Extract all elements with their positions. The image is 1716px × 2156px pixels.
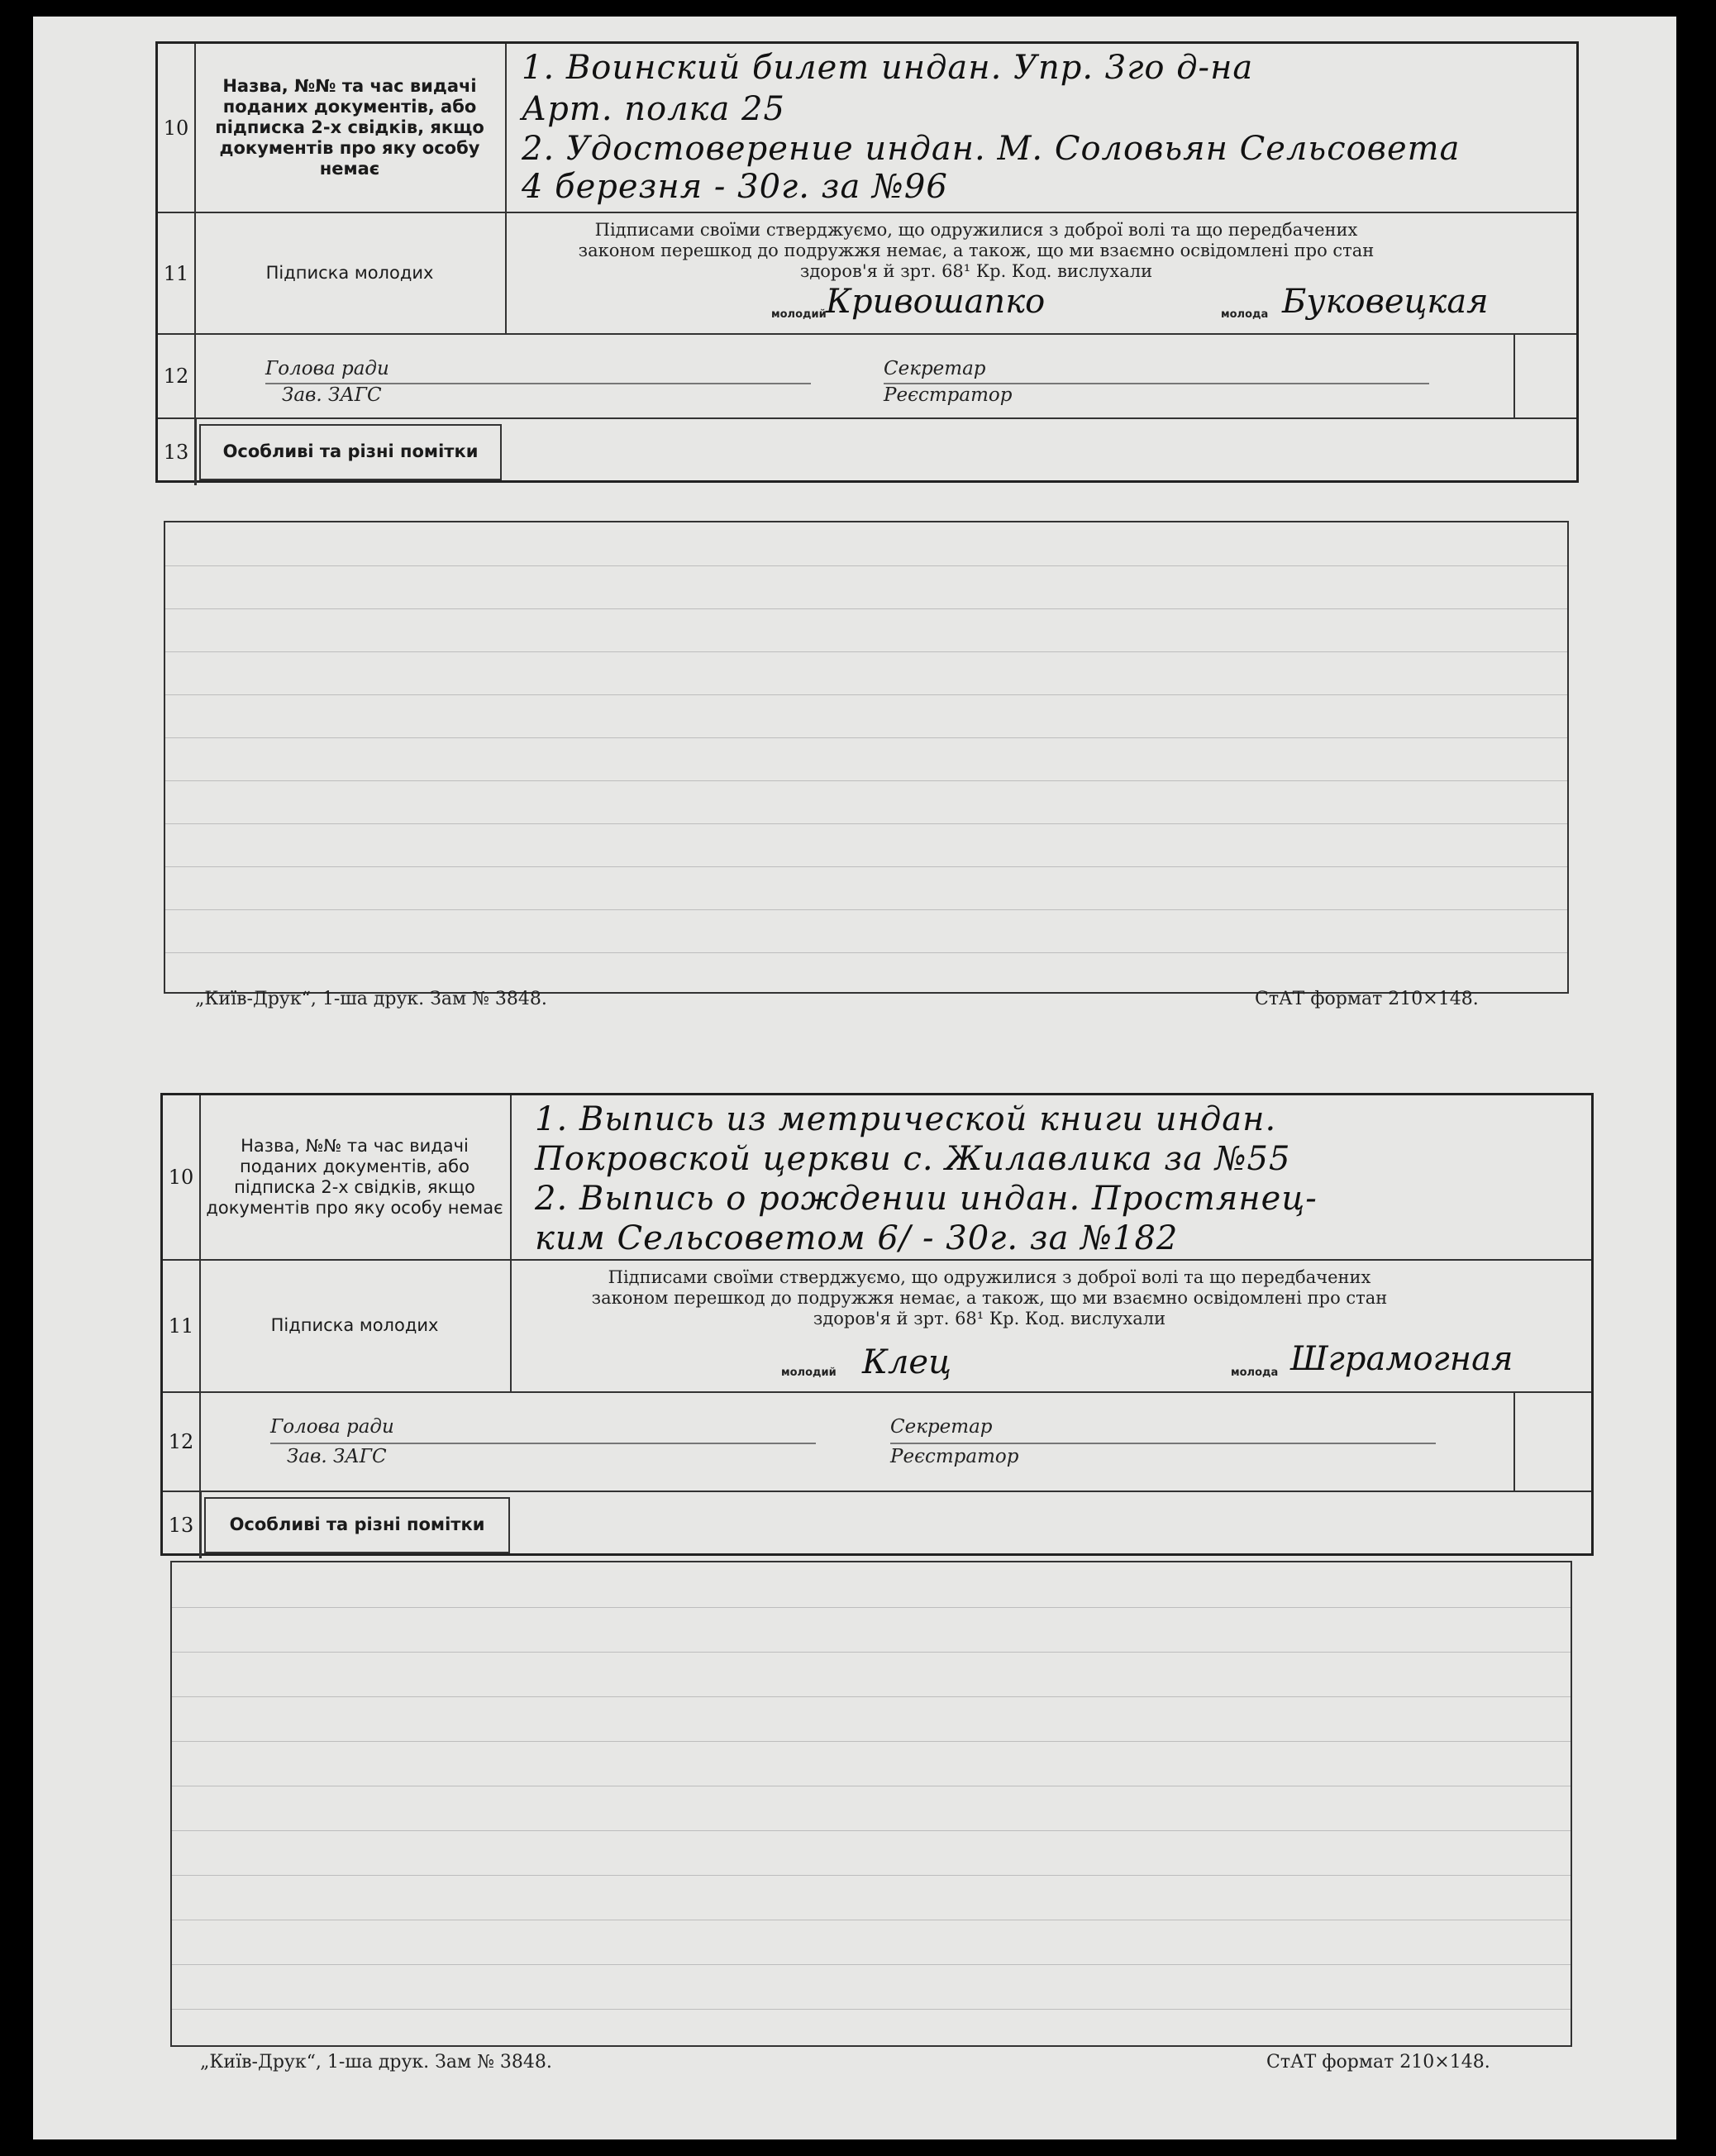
head-label: Голова ради bbox=[265, 358, 389, 379]
footer-format: СтАТ формат 210×148. bbox=[1255, 989, 1479, 1009]
row-label: Назва, №№ та час видачі поданих документів, або підписка 2-х свідків, якщо документів про яку особу немає bbox=[194, 44, 507, 212]
handwritten-line: Арт. полка 25 bbox=[522, 90, 785, 128]
handwritten-line: 2. Выпись о рождении индан. Простянец- bbox=[535, 1180, 1318, 1218]
bride-label: молода bbox=[1221, 308, 1269, 321]
oath-text: Підписами своїми стверджуємо, що одружилися з доброї волі та що передбачених законом перешкод до подружжя немає, а також, що ми взаємно освідомлені про стан здоров'я й зрт. 68¹ Кр. Код. вислухали bbox=[578, 220, 1375, 281]
row-11 bbox=[158, 213, 1576, 335]
footer-printer: „Київ-Друк“, 1-ша друк. Зам № 3848. bbox=[195, 989, 547, 1009]
row-right-border bbox=[1513, 335, 1515, 419]
bride-label: молода bbox=[1231, 1367, 1279, 1379]
handwritten-line: ким Сельсоветом 6/ - 30г. за №182 bbox=[535, 1219, 1179, 1257]
ruled-line bbox=[172, 1741, 1571, 1742]
row-number: 11 bbox=[158, 213, 196, 333]
handwritten-line: 4 березня - 30г. за №96 bbox=[522, 168, 948, 206]
secretary-sub: Реєстратор bbox=[884, 384, 1013, 406]
ruled-line bbox=[165, 952, 1567, 953]
bride-signature: Буковецкая bbox=[1282, 283, 1489, 321]
footer-printer: „Київ-Друк“, 1-ша друк. Зам № 3848. bbox=[200, 2052, 552, 2073]
ruled-line bbox=[165, 565, 1567, 566]
row-number: 10 bbox=[158, 44, 196, 212]
ruled-line bbox=[165, 909, 1567, 910]
bottom-notes-area bbox=[170, 1561, 1572, 2047]
groom-label: молодий bbox=[781, 1367, 837, 1379]
head-sub: Зав. ЗАГС bbox=[287, 1446, 387, 1467]
secretary-label: Секретар bbox=[890, 1416, 993, 1438]
row-label: Особливі та різні помітки bbox=[199, 424, 502, 480]
row-13 bbox=[158, 419, 1576, 485]
row-number: 12 bbox=[158, 335, 196, 417]
row-11 bbox=[163, 1261, 1591, 1393]
document-sheet bbox=[33, 17, 1676, 2139]
ruled-line bbox=[165, 608, 1567, 609]
bottom-form bbox=[160, 1093, 1594, 1556]
row-label: Підписка молодих bbox=[194, 213, 507, 333]
ruled-line bbox=[165, 780, 1567, 781]
ruled-line bbox=[172, 1830, 1571, 1831]
ruled-line bbox=[172, 1607, 1571, 1608]
row-right-border bbox=[1513, 1393, 1515, 1492]
handwritten-line: 1. Воинский билет индан. Упр. 3го д-на bbox=[522, 49, 1254, 87]
ruled-line bbox=[172, 2009, 1571, 2010]
ruled-line bbox=[165, 651, 1567, 652]
row-label: Підписка молодих bbox=[199, 1261, 512, 1391]
ruled-line bbox=[165, 737, 1567, 738]
head-label: Голова ради bbox=[270, 1416, 394, 1438]
handwritten-line: Покровской церкви с. Жилавлика за №55 bbox=[535, 1140, 1291, 1178]
row-number: 10 bbox=[163, 1095, 201, 1259]
bride-signature: Шграмогная bbox=[1290, 1340, 1513, 1378]
row-label: Особливі та різні помітки bbox=[204, 1497, 510, 1553]
row-number: 11 bbox=[163, 1261, 201, 1391]
secretary-sub: Реєстратор bbox=[890, 1446, 1019, 1467]
ruled-line bbox=[165, 823, 1567, 824]
ruled-line bbox=[172, 1964, 1571, 1965]
head-sub: Зав. ЗАГС bbox=[282, 384, 382, 406]
row-10 bbox=[158, 44, 1576, 213]
ruled-line bbox=[172, 1652, 1571, 1653]
row-number: 13 bbox=[158, 419, 197, 485]
ruled-line bbox=[172, 1696, 1571, 1697]
secretary-label: Секретар bbox=[884, 358, 986, 379]
row-13 bbox=[163, 1492, 1591, 1558]
top-notes-area bbox=[164, 521, 1569, 994]
row-label: Назва, №№ та час видачі поданих документів, або підписка 2-х свідків, якщо документів про яку особу немає bbox=[199, 1095, 512, 1259]
row-12 bbox=[158, 335, 1576, 419]
footer-format: СтАТ формат 210×148. bbox=[1266, 2052, 1490, 2073]
groom-signature: Клец bbox=[862, 1343, 952, 1381]
signature-line bbox=[890, 1443, 1436, 1444]
oath-text: Підписами своїми стверджуємо, що одружилися з доброї волі та що передбачених законом перешкод до подружжя немає, а також, що ми взаємно освідомлені про стан здоров'я й зрт. 68¹ Кр. Код. вислухали bbox=[591, 1267, 1388, 1328]
signature-line bbox=[270, 1443, 816, 1444]
groom-label: молодий bbox=[771, 308, 827, 321]
row-12 bbox=[163, 1393, 1591, 1492]
ruled-line bbox=[165, 694, 1567, 695]
ruled-line bbox=[165, 866, 1567, 867]
handwritten-line: 1. Выпись из метрической книги индан. bbox=[535, 1100, 1277, 1138]
row-number: 13 bbox=[163, 1492, 202, 1558]
ruled-line bbox=[172, 1875, 1571, 1876]
row-number: 12 bbox=[163, 1393, 201, 1491]
top-form bbox=[155, 41, 1579, 483]
row-10 bbox=[163, 1095, 1591, 1261]
groom-signature: Кривошапко bbox=[826, 283, 1046, 321]
handwritten-line: 2. Удостоверение индан. М. Соловьян Сельсовета bbox=[522, 130, 1461, 168]
